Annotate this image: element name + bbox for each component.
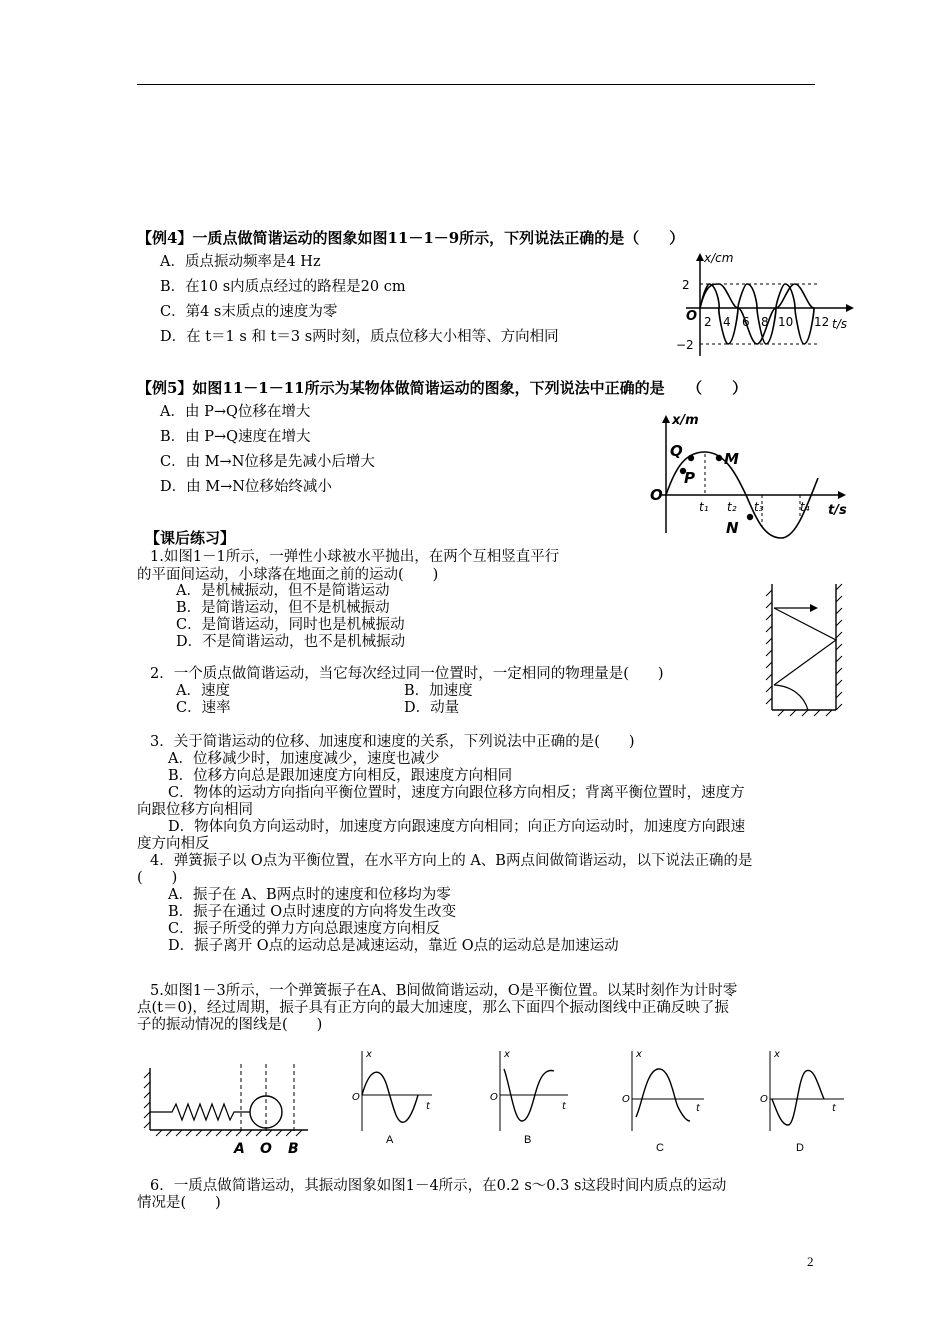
graph-label-b: B	[524, 1134, 532, 1146]
page-number: 2	[807, 1254, 814, 1269]
axis-x: x	[636, 1049, 642, 1060]
ex5-label-n: N	[726, 519, 739, 537]
q1-line1: 1.如图1－1所示，一弹性小球被水平抛出，在两个互相竖直平行	[150, 549, 560, 565]
example5-option-b: B．由 P→Q速度在增大	[160, 429, 311, 445]
q2-option-a: A．速度	[176, 683, 230, 699]
header-rule	[137, 84, 815, 85]
ex4-y-label: x/cm	[704, 251, 734, 265]
ex5-label-m: M	[724, 450, 739, 468]
ex4-xtick: 4	[723, 315, 731, 329]
ex5-label-p: P	[684, 469, 695, 487]
q3-option-d: D．物体向负方向运动时，加速度方向跟速度方向相同；向正方向运动时，加速度方向跟速	[168, 819, 746, 835]
q3-option-a: A．位移减少时，加速度减少，速度也减少	[168, 751, 440, 767]
spring-label-o: O	[260, 1141, 272, 1157]
origin: O	[760, 1094, 768, 1105]
q4-option-a: A．振子在 A、B两点时的速度和位移均为零	[168, 887, 451, 903]
axis-t: t	[832, 1103, 836, 1114]
ex4-xtick: 8	[761, 315, 769, 329]
example5-option-a: A．由 P→Q位移在增大	[160, 404, 311, 420]
q6-line1: 6．一质点做简谐运动，其振动图象如图1－4所示，在0.2 s～0.3 s这段时间内质点的运动	[150, 1178, 727, 1194]
homework-heading: 【课后练习】	[145, 529, 236, 547]
ex5-origin: O	[650, 486, 663, 504]
axis-x: x	[366, 1049, 372, 1060]
q4-option-d: D．振子离开 O点的运动总是减速运动，靠近 O点的运动总是加速运动	[168, 938, 619, 954]
q1-option-c: C．是简谐运动，同时也是机械振动	[176, 617, 405, 633]
q4-option-c: C．振子所受的弹力方向总跟速度方向相反	[168, 921, 441, 937]
spring-label-a: A	[234, 1141, 245, 1157]
ex4-xtick: 2	[704, 315, 712, 329]
axis-t: t	[562, 1101, 566, 1112]
ex4-xtick: 10	[778, 315, 794, 329]
q5-line3: 子的振动情况的图线是( )	[137, 1017, 323, 1033]
q5-graph-a	[340, 1045, 440, 1155]
q2-option-c: C．速率	[176, 700, 231, 716]
example5-graph	[646, 408, 856, 543]
point-n	[747, 514, 753, 520]
q1-option-d: D．不是简谐运动，也不是机械振动	[176, 634, 406, 650]
ex4-t-label: t/s	[832, 317, 847, 331]
example4-graph	[668, 248, 858, 360]
ex4-origin: O	[686, 309, 698, 324]
ex4-xtick: 12	[814, 315, 830, 329]
q6-line2: 情况是( )	[137, 1195, 221, 1211]
example4-option-b: B．在10 s内质点经过的路程是20 cm	[160, 279, 406, 295]
ex5-y-label: x/m	[672, 413, 699, 428]
q3-stem: 3．关于简谐运动的位移、加速度和速度的关系，下列说法中正确的是( )	[150, 734, 635, 750]
q5-line1: 5.如图1－3所示，一个弹簧振子在A、B间做简谐运动，O是平衡位置。以某时刻作为计时零	[150, 983, 738, 999]
q5-graph-d	[752, 1045, 852, 1155]
q5-spring-figure	[138, 1060, 318, 1160]
example5-option-c: C．由 M→N位移是先减小后增大	[160, 454, 375, 470]
point-m	[716, 455, 722, 461]
origin: O	[622, 1094, 630, 1105]
q3-option-b: B．位移方向总是跟加速度方向相反，跟速度方向相同	[168, 768, 513, 784]
point-q	[688, 455, 694, 461]
example4-option-d: D．在 t＝1 s 和 t＝3 s两时刻，质点位移大小相等、方向相同	[160, 329, 559, 345]
example4-option-c: C．第4 s末质点的速度为零	[160, 304, 338, 320]
example5-option-d: D．由 M→N位移始终减小	[160, 479, 332, 495]
q1-option-b: B．是简谐运动，但不是机械振动	[176, 600, 390, 616]
graph-label-d: D	[796, 1142, 804, 1154]
ex5-t2: t₂	[727, 500, 737, 514]
example4-option-a: A．质点振动频率是4 Hz	[160, 254, 321, 270]
q3-option-c-cont: 向跟位移方向相同	[137, 802, 253, 818]
q3-option-d-cont: 度方向相反	[137, 836, 210, 852]
q4-line2: ( )	[137, 870, 178, 886]
q5-graph-c	[612, 1045, 712, 1155]
q5-graph-b	[476, 1045, 576, 1155]
example4-title: 【例4】一质点做简谐运动的图象如图11－1－9所示，下列说法正确的是（ ）	[137, 229, 685, 247]
ex5-t-label: t/s	[828, 503, 847, 518]
axis-t: t	[696, 1103, 700, 1114]
ex4-ytick-2: 2	[682, 278, 690, 292]
ex5-t4: t₄	[800, 500, 810, 514]
ex4-ytick-neg2: −2	[676, 338, 694, 352]
ex5-t3: t₃	[754, 500, 764, 514]
q1-option-a: A．是机械振动，但不是简谐运动	[176, 583, 390, 599]
graph-label-a: A	[386, 1134, 394, 1146]
ex5-label-q: Q	[670, 442, 683, 460]
ex4-xtick: 6	[742, 315, 750, 329]
q5-line2: 点(t＝0)，经过周期，振子具有正方向的最大加速度，那么下面四个振动图线中正确反映了振	[137, 1000, 729, 1016]
q2-stem: 2．一个质点做简谐运动，当它每次经过同一位置时，一定相同的物理量是( )	[150, 666, 664, 682]
ex5-t1: t₁	[699, 500, 709, 514]
origin: O	[352, 1092, 360, 1103]
q3-option-c: C．物体的运动方向指向平衡位置时，速度方向跟位移方向相反；背离平衡位置时，速度方	[168, 785, 745, 801]
graph-label-c: C	[656, 1142, 664, 1154]
spring-label-b: B	[288, 1141, 299, 1157]
axis-x: x	[774, 1049, 780, 1060]
q2-option-d: D．动量	[404, 700, 460, 716]
q1-figure	[764, 580, 856, 718]
q4-line1: 4．弹簧振子以 O点为平衡位置，在水平方向上的 A、B两点间做简谐运动，以下说法正确的是	[150, 853, 753, 869]
origin: O	[490, 1092, 498, 1103]
axis-x: x	[504, 1049, 510, 1060]
example5-title: 【例5】如图11－1－11所示为某物体做简谐运动的图象，下列说法中正确的是 （ ）	[137, 379, 748, 397]
q1-line2: 的平面间运动，小球落在地面之前的运动( )	[137, 567, 439, 583]
axis-t: t	[426, 1101, 430, 1112]
q2-option-b: B．加速度	[404, 683, 473, 699]
q4-option-b: B．振子在通过 O点时速度的方向将发生改变	[168, 904, 457, 920]
spring	[150, 1104, 250, 1120]
